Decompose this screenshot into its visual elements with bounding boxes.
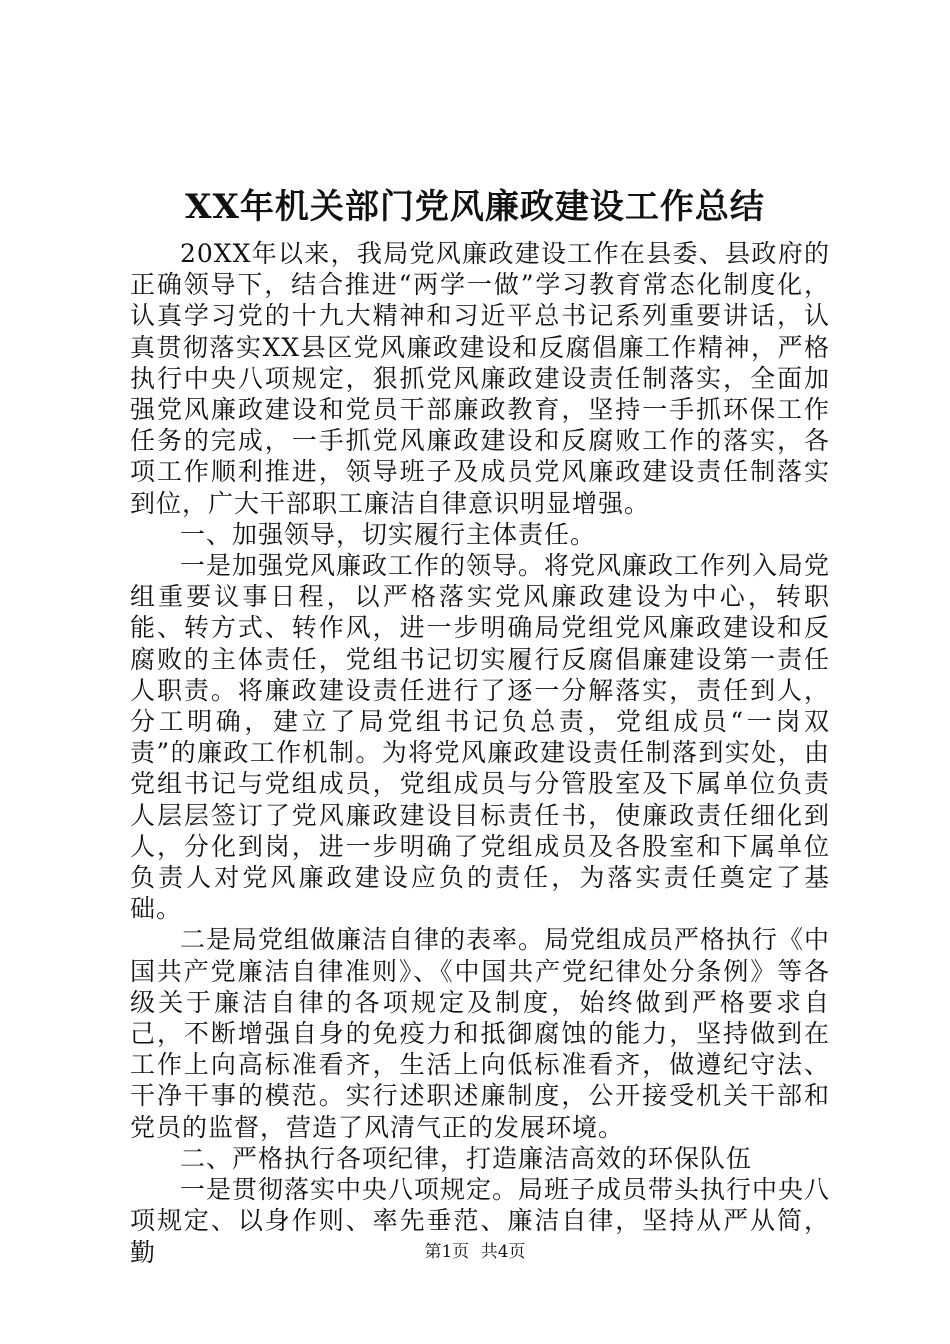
document-title: XX年机关部门党风廉政建设工作总结: [185, 187, 765, 227]
document-body: [130, 238, 830, 1268]
paragraph-leadership: 一是加强党风廉政工作的领导。将党风廉政工作列入局党组重要议事日程，以严格落实党风廉政建设为中心，转职能、转方式、转作风，进一步明确局党组党风廉政建设和反腐败的主体责任，党组书记切实履行反腐倡廉建设第一责任人职责。将廉政建设责任进行了逐一分解落实，责任到人，分工明确，建立了局党组书记负总责，党组成员“一岗双责”的廉政工作机制。为将党风廉政建设责任制落到实处，由党组书记与党组成员，党组成员与分管股室及下属单位负责人层层签订了党风廉政建设目标责任书，使廉政责任细化到人，分化到岗，进一步明确了党组成员及各股室和下属单位负责人对党风廉政建设应负的责任，为落实责任奠定了基础。: [130, 551, 831, 924]
section-heading-2: 二、严格执行各项纪律，打造廉洁高效的环保队伍: [180, 1143, 753, 1173]
paragraph-eight-rules: 一是贯彻落实中央八项规定。局班子成员带头执行中央八项规定、以身作则、率先垂范、廉洁自律，坚持从严从简，勤: [130, 1175, 831, 1267]
page-footer: [0, 1240, 950, 1264]
page-total: 共4页: [480, 1242, 526, 1262]
paragraph-self-discipline: 二是局党组做廉洁自律的表率。局党组成员严格执行《中国共产党廉洁自律准则》、《中国共产党纪律处分条例》等各级关于廉洁自律的各项规定及制度，始终做到严格要求自己，不断增强自身的免疫力和抵御腐蚀的能力，坚持做到在工作上向高标准看齐，生活上向低标准看齐，做遵纪守法、干净干事的模范。实行述职述廉制度，公开接受机关干部和党员的监督，营造了风清气正的发展环境。: [130, 925, 831, 1142]
section-heading-1: 一、加强领导，切实履行主体责任。: [180, 519, 597, 549]
page-number: 第1页: [424, 1242, 470, 1262]
paragraph-intro: 20XX年以来，我局党风廉政建设工作在县委、县政府的正确领导下，结合推进“两学一做”学习教育常态化制度化，认真学习党的十九大精神和习近平总书记系列重要讲话，认真贯彻落实XX县区党风廉政建设和反腐倡廉工作精神，严格执行中央八项规定，狠抓党风廉政建设责任制落实，全面加强党风廉政建设和党员干部廉政教育，坚持一手抓环保工作任务的完成，一手抓党风廉政建设和反腐败工作的落实，各项工作顺利推进，领导班子及成员党风廉政建设责任制落实到位，广大干部职工廉洁自律意识明显增强。: [130, 239, 830, 518]
